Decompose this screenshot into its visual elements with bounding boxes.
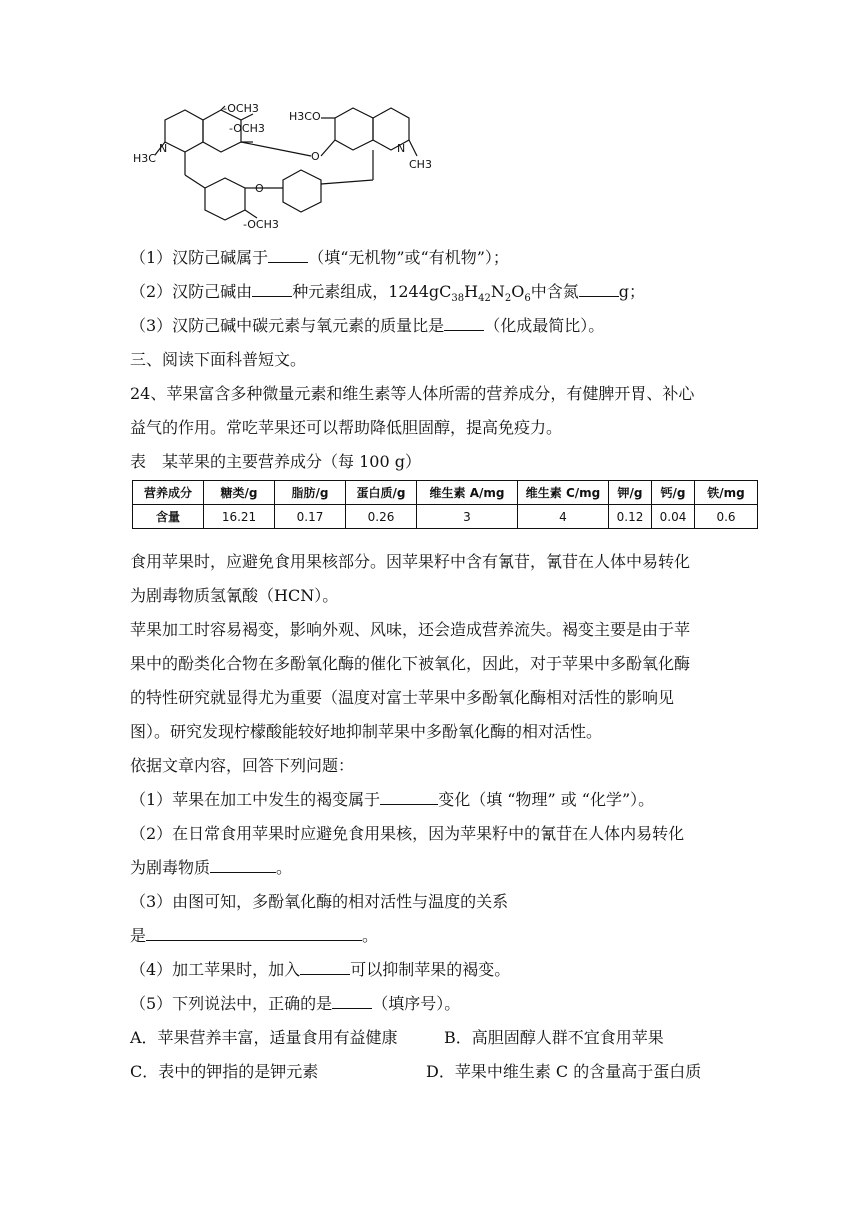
question-3: （3）汉防己碱中碳元素与氧元素的质量比是 （化成最简比）。	[130, 316, 605, 335]
table-cell: 0.26	[346, 505, 417, 529]
oxygen-bridge-label: O	[255, 182, 264, 195]
h3c-label: H3C	[133, 152, 156, 165]
option-d: D．苹果中维生素 C 的含量高于蛋白质	[426, 1062, 702, 1081]
nitrogen-label: N	[397, 142, 406, 155]
ch3-label: CH3	[409, 158, 432, 171]
table-cell: 含量	[133, 505, 204, 529]
h3co-label: H3CO	[289, 110, 321, 123]
table-header-cell: 维生素 C/mg	[518, 481, 609, 505]
answer-question-2-cont: 为剧毒物质 。	[130, 858, 293, 877]
answer-question-3: （3）由图可知，多酚氧化酶的相对活性与温度的关系	[130, 892, 509, 911]
table-header-cell: 钙/g	[652, 481, 695, 505]
paragraph-line: 食用苹果时，应避免食用果核部分。因苹果籽中含有氰苷，氰苷在人体中易转化	[130, 552, 691, 571]
paragraph-line: 图）。研究发现柠檬酸能较好地抑制苹果中多酚氧化酶的相对活性。	[130, 722, 603, 741]
table-cell: 0.12	[609, 505, 652, 529]
och3-label: -OCH3	[243, 218, 279, 231]
option-a: A．苹果营养丰富，适量食用有益健康	[130, 1028, 398, 1047]
paragraph-line: 的特性研究就显得尤为重要（温度对富士苹果中多酚氧化酶相对活性的影响见	[130, 688, 675, 707]
paragraph-line: 苹果加工时容易褐变，影响外观、风味，还会造成营养流失。褐变主要是由于苹	[130, 620, 691, 639]
table-cell: 4	[518, 505, 609, 529]
section-heading: 三、阅读下面科普短文。	[130, 350, 307, 369]
option-c: C．表中的钾指的是钾元素	[130, 1062, 319, 1081]
nitrogen-label: N	[159, 142, 168, 155]
table-header-cell: 钾/g	[609, 481, 652, 505]
answer-question-3-cont: 是 。	[130, 926, 379, 945]
option-b: B．高胆固醇人群不宜食用苹果	[444, 1028, 664, 1047]
table-header-cell: 铁/mg	[695, 481, 758, 505]
paragraph-line: 为剧毒物质氢氰酸（HCN）。	[130, 586, 339, 605]
table-cell: 3	[417, 505, 518, 529]
table-header-row	[133, 481, 758, 505]
table-header-cell: 营养成分	[133, 481, 204, 505]
table-header-cell: 维生素 A/mg	[417, 481, 518, 505]
question-2: （2）汉防己碱由 种元素组成，$1244gC_{38}H_{42}N_2O_6$中含氮 g；	[130, 282, 645, 305]
question-1: （1）汉防己碱属于 （填“无机物”或“有机物”）；	[130, 248, 509, 267]
answer-question-4: （4）加工苹果时，加入 可以抑制苹果的褐变。	[130, 960, 511, 979]
och3-label: -OCH3	[229, 122, 265, 135]
paragraph-line: 果中的酚类化合物在多酚氧化酶的催化下被氧化，因此，对于苹果中多酚氧化酶	[130, 654, 691, 673]
oxygen-bridge-label: O	[311, 150, 320, 163]
table-row	[133, 505, 758, 529]
table-cell: 0.17	[275, 505, 346, 529]
table-header-cell: 蛋白质/g	[346, 481, 417, 505]
chemical-structure-diagram	[125, 100, 445, 240]
och3-label: -OCH3	[223, 102, 259, 115]
table-cell: 16.21	[204, 505, 275, 529]
table-header-cell: 脂肪/g	[275, 481, 346, 505]
paragraph-line: 益气的作用。常吃苹果还可以帮助降低胆固醇，提高免疫力。	[130, 418, 563, 437]
table-header-cell: 糖类/g	[204, 481, 275, 505]
paragraph-line: 24、苹果富含多种微量元素和维生素等人体所需的营养成分，有健脾开胃、补心	[130, 384, 695, 403]
table-cell: 0.04	[652, 505, 695, 529]
answer-question-1: （1）苹果在加工中发生的褐变属于 变化（填 “物理” 或 “化学”）。	[130, 790, 655, 809]
answer-question-5: （5）下列说法中，正确的是 （填序号）。	[130, 994, 461, 1013]
table-caption: 表 某苹果的主要营养成分（每 100 g）	[130, 452, 421, 471]
answer-question-2: （2）在日常食用苹果时应避免食用果核，因为苹果籽中的氰苷在人体内易转化	[130, 824, 685, 843]
table-cell: 0.6	[695, 505, 758, 529]
paragraph-line: 依据文章内容，回答下列问题：	[130, 756, 355, 775]
nutrition-table	[132, 480, 758, 529]
